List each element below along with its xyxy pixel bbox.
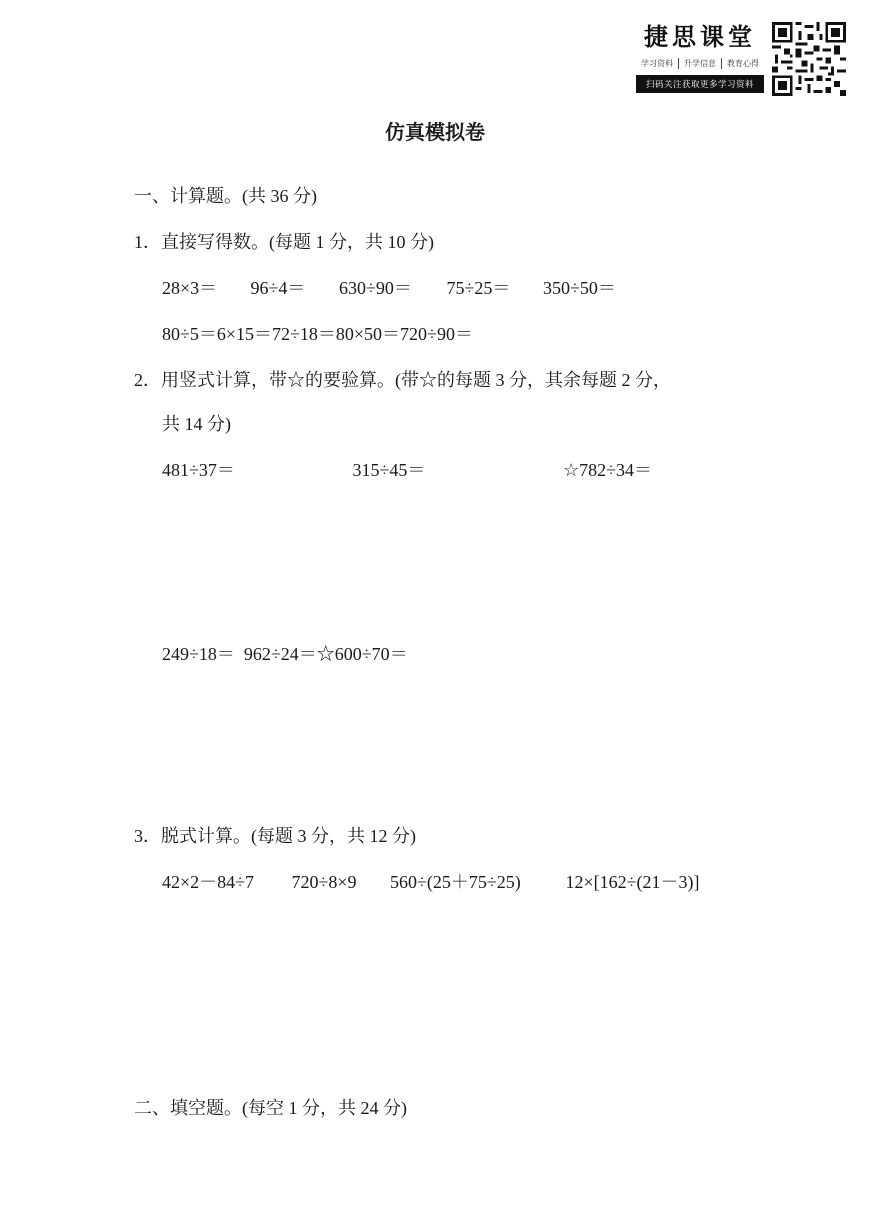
vertical-calc-row [162,458,652,482]
vertical-calc-row: 249÷18＝ 962÷24＝☆600÷70＝ [162,644,408,664]
stepwise-calc-row [162,870,700,894]
oral-calc-item: 28×3＝ [162,278,218,298]
stepwise-calc-item: 720÷8×9 [291,872,357,892]
brand-banner: 扫码关注获取更多学习资料 [636,75,764,93]
section-heading: 一、计算题。(共 36 分) [134,186,317,206]
qr-code-icon [772,22,846,96]
question-label: 1．直接写得数。(每题 1 分，共 10 分) [134,232,434,252]
vertical-calc-item: 481÷37＝ [162,460,235,480]
stepwise-calc-item: 560÷(25＋75÷25) [390,872,521,892]
oral-calc-row: 80÷5＝6×15＝72÷18＝80×50＝720÷90＝ [162,324,473,344]
oral-calc-item: 350÷50＝ [543,278,616,298]
brand-tags [636,58,764,69]
stepwise-calc-item: 12×[162÷(21－3)] [565,872,700,892]
brand-tag: 教育心得 [721,58,764,69]
stepwise-calc-item: 42×2－84÷7 [162,872,255,892]
oral-calc-item: 75÷25＝ [446,278,511,298]
section-heading: 二、填空题。(每空 1 分，共 24 分) [134,1098,407,1118]
page-title: 仿真模拟卷 [385,120,485,144]
brand-tag: 学习资料 [641,59,673,68]
brand-name: 捷思课堂 [644,22,756,51]
vertical-calc-item: ☆782÷34＝ [563,460,653,480]
brand-tag: 升学信息 [678,58,721,69]
brand-block [636,22,764,93]
question-label: 2．用竖式计算，带☆的要验算。(带☆的每题 3 分，其余每题 2 分， [134,370,671,390]
question-label: 3．脱式计算。(每题 3 分，共 12 分) [134,826,416,846]
oral-calc-item: 96÷4＝ [250,278,306,298]
vertical-calc-item: 315÷45＝ [352,460,426,480]
question-label-continued: 共 14 分) [162,414,231,434]
oral-calc-item: 630÷90＝ [339,278,412,298]
oral-calc-row [162,276,616,300]
